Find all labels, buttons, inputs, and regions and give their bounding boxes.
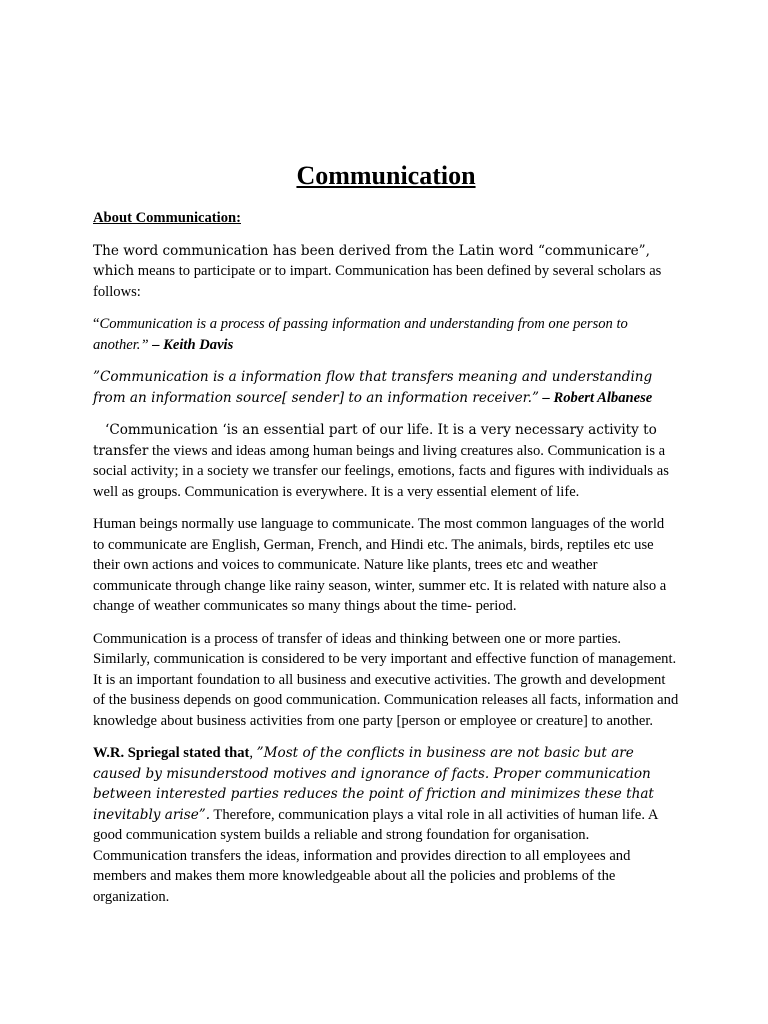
document-page [93,160,679,919]
quote1-open-mark: “ [93,316,100,332]
intro-line-2: means to participate or to impart. Communication has been defined by several scholars as follows: [93,263,662,300]
paragraph-communication-essential [93,420,679,502]
quote-keith-davis [93,314,679,355]
para3-rest: the views and ideas among human beings and living creatures also. Communication is a social activity; in a society we transfer our feelings, emotions, facts and figures with individuals as well as groups. Communication is everywhere. It is a very essential element of life. [93,442,669,500]
quote2-author: – Robert Albanese [538,389,653,406]
quote1-author: – Keith Davis [152,336,234,353]
document-title: Communication [296,161,476,190]
quote1-close-mark: ” [140,336,153,353]
quote-robert-albanese [93,367,679,408]
intro-line-1: The word communication has been derived from the Latin word “communicare”, which [93,242,650,279]
quote1-text: Communication is a process of passing information and understanding from one person to another. [93,316,628,353]
para6-lead: W.R. Spriegal stated that [93,745,250,761]
paragraph-process: Communication is a process of transfer of ideas and thinking between one or more parties. Similarly, communication is considered to be very important and effective function of management. It is an important foundation to all business and executive activities. The growth and development of the business depends on good communication. Communication releases all facts, information and knowledge about business activities from one party [person or employee or creature] to another. [93,630,679,729]
para6-quote: ”Most of the conflicts in business are not basic but are caused by misunderstood motives and ignorance of facts. Proper communication between interested parties reduces the point of friction and minimizes these that inevitably arise”. [93,745,654,823]
paragraph-spriegal [93,743,679,907]
para3-first-line: ‘Communication ‘is an essential part of our life. It is a very necessary activity to transfer [93,422,657,459]
paragraph-language: Human beings normally use language to communicate. The most common languages of the world to communicate are English, German, French, and Hindi etc. The animals, birds, reptiles etc use their own actions and voices to communicate. Nature like plants, trees etc and weather communicate through change like rainy season, winter, summer etc. It is related with nature also a change of weather communicates so many things about the time- period. [93,516,667,614]
para6-rest: Therefore, communication plays a vital role in all activities of human life. A good communication system builds a reliable and strong foundation for organisation. Communication transfers the ideas, information and provides direction to all employees and members and makes them more knowledgeable about all the policies and problems of the organization. [93,806,658,905]
para6-comma: , [249,745,257,761]
section-heading: About Communication: [93,210,241,226]
quote2-text: ”Communication is a information flow that transfers meaning and understanding from an information source[ sender] to an information receiver.” [93,369,653,406]
intro-paragraph [93,241,679,303]
